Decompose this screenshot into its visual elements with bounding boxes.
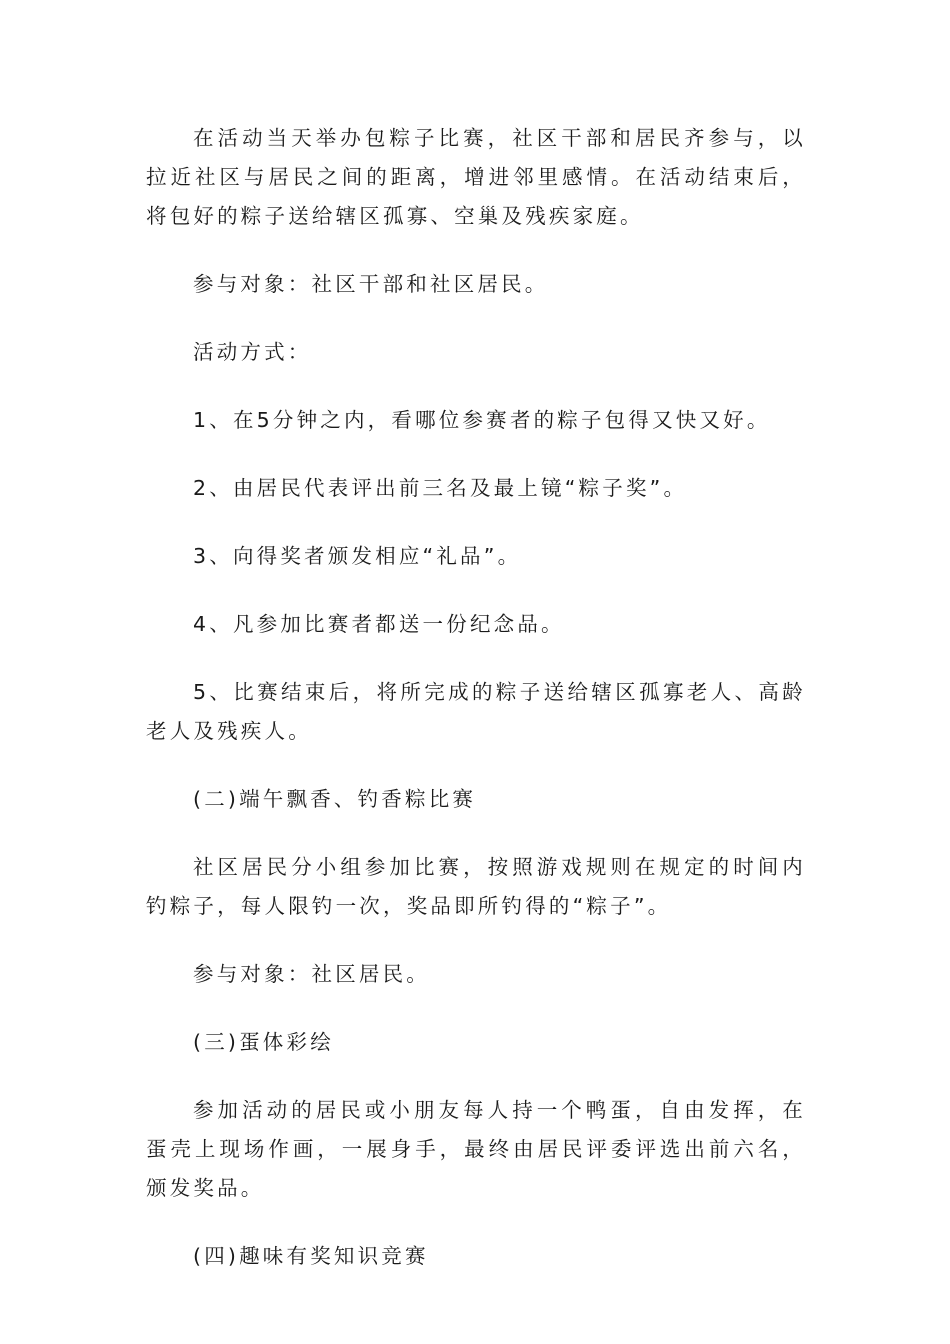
list-item-1: 1、在5分钟之内，看哪位参赛者的粽子包得又快又好。 [193,408,771,432]
list-item-4: 4、凡参加比赛者都送一份纪念品。 [193,612,565,636]
paragraph-intro: 在活动当天举办包粽子比赛，社区干部和居民齐参与，以拉近社区与居民之间的距离，增进邻里感情。在活动结束后，将包好的粽子送给辖区孤寡、空巢及残疾家庭。 [146,126,806,228]
section-heading-4: (四)趣味有奖知识竞赛 [193,1244,429,1268]
document-page [146,119,806,1305]
list-item-3: 3、向得奖者颁发相应“礼品”。 [193,544,522,568]
paragraph-egg-painting: 参加活动的居民或小朋友每人持一个鸭蛋，自由发挥，在蛋壳上现场作画，一展身手，最终由居民评委评选出前六名，颁发奖品。 [146,1098,806,1200]
list-item-5: 5、比赛结束后，将所完成的粽子送给辖区孤寡老人、高龄老人及残疾人。 [146,680,806,743]
list-item-2: 2、由居民代表评出前三名及最上镜“粽子奖”。 [193,476,688,500]
paragraph-participants: 参与对象：社区干部和社区居民。 [193,272,549,296]
section-heading-3: (三)蛋体彩绘 [193,1030,334,1054]
paragraph-method-heading: 活动方式： [193,340,312,364]
section-heading-2: (二)端午飘香、钓香粽比赛 [193,787,477,811]
paragraph-participants-2: 参与对象：社区居民。 [193,962,430,986]
paragraph-fishing-game: 社区居民分小组参加比赛，按照游戏规则在规定的时间内钓粽子，每人限钓一次，奖品即所钓得的“粽子”。 [146,855,806,918]
